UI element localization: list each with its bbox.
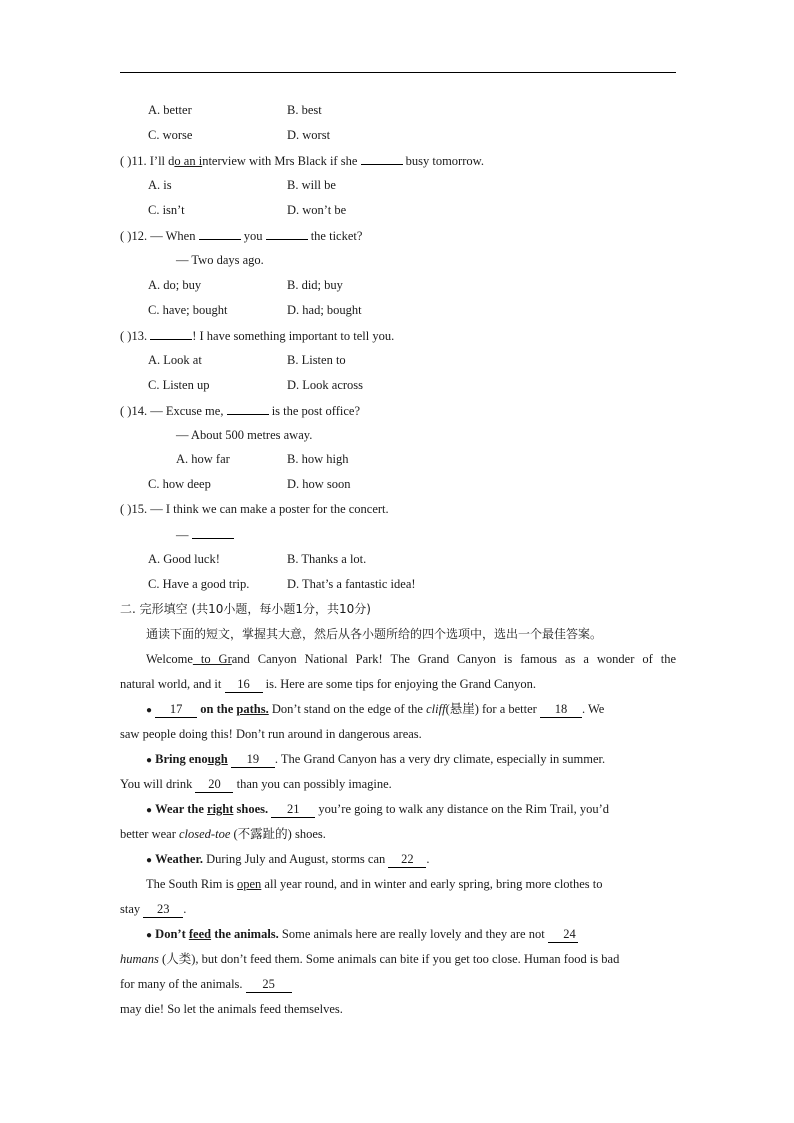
passage-text-italic: humans bbox=[120, 952, 159, 966]
passage-text: Some animals here are really lovely and they are not bbox=[281, 927, 545, 941]
q11-stem bbox=[120, 152, 484, 169]
passage-text: During July and August, storms can bbox=[206, 852, 386, 866]
q12-option-d[interactable]: D. had; bought bbox=[287, 303, 362, 317]
q13-option-a[interactable]: A. Look at bbox=[148, 353, 202, 367]
passage-text: Welcome bbox=[146, 652, 193, 666]
cloze-blank-25[interactable]: 25 bbox=[246, 976, 292, 993]
passage-text: The South Rim is bbox=[146, 877, 234, 891]
section-heading: 二. 完形填空 (共10小题，每小题1分，共10分) bbox=[120, 602, 371, 616]
passage-text: (人类), but don’t feed them. Some animals can bite if you get too close. Human food is bad bbox=[162, 952, 620, 966]
q11-option-b[interactable]: B. will be bbox=[287, 178, 336, 192]
section-instruction: 通读下面的短文，掌握其大意，然后从各小题所给的四个选项中，选出一个最佳答案。 bbox=[146, 627, 603, 641]
answer-paren[interactable]: ( ) bbox=[120, 229, 132, 243]
passage-line-8 bbox=[120, 826, 676, 842]
passage-text: all year round, and in winter and early spring, bring more clothes to bbox=[264, 877, 603, 891]
cloze-blank-23[interactable]: 23 bbox=[143, 901, 183, 918]
question-number: 15. bbox=[131, 502, 148, 516]
q12-option-b[interactable]: B. did; buy bbox=[287, 278, 343, 292]
question-number: 14. bbox=[131, 404, 148, 418]
passage-text: Don’t stand on the edge of the bbox=[271, 702, 423, 716]
passage-line-14 bbox=[120, 976, 676, 993]
passage-line-10 bbox=[146, 876, 676, 892]
q15-option-b[interactable]: B. Thanks a lot. bbox=[287, 552, 367, 566]
passage-text: You will drink bbox=[120, 777, 193, 791]
passage-text-bold: ugh bbox=[207, 752, 228, 766]
passage-text-underlined: to Gr bbox=[192, 652, 232, 666]
cloze-blank-18[interactable]: 18 bbox=[540, 701, 582, 718]
passage-line-7 bbox=[146, 801, 676, 819]
q10-option-d[interactable]: D. worst bbox=[287, 128, 331, 142]
q12-stem bbox=[120, 227, 362, 244]
q12-option-c[interactable]: C. have; bought bbox=[148, 303, 228, 317]
q15-option-d[interactable]: D. That’s a fantastic idea! bbox=[287, 577, 416, 591]
q11-option-d[interactable]: D. won’t be bbox=[287, 203, 347, 217]
question-number: 12. bbox=[131, 229, 148, 243]
cloze-blank-19[interactable]: 19 bbox=[231, 751, 275, 768]
q11-text-mid: nterview with Mrs Black if she bbox=[202, 154, 358, 168]
passage-text: you’re going to walk any distance on the Rim Trail, you’d bbox=[318, 802, 609, 816]
q12-response: — Two days ago. bbox=[176, 253, 264, 267]
passage-text: than you can possibly imagine. bbox=[236, 777, 392, 791]
bullet-icon: ● bbox=[146, 755, 153, 766]
passage-line-11: stay 23 . bbox=[120, 902, 187, 916]
cloze-blank-17[interactable]: 17 bbox=[155, 701, 197, 718]
q14-stem bbox=[120, 402, 360, 419]
passage-text-bold: feed bbox=[188, 927, 212, 941]
passage-text-bold: the animals. bbox=[214, 927, 279, 941]
passage-text-underlined: open bbox=[236, 877, 262, 891]
q14-option-c[interactable]: C. how deep bbox=[148, 477, 211, 491]
passage-text-bold: shoes. bbox=[236, 802, 269, 816]
q10-option-b[interactable]: B. best bbox=[287, 103, 322, 117]
bullet-icon: ● bbox=[146, 930, 153, 941]
passage-text: for many of the animals. bbox=[120, 977, 243, 991]
q12-text-post: the ticket? bbox=[310, 229, 363, 243]
q11-text-underlined: o an i bbox=[174, 154, 203, 168]
q11-option-c[interactable]: C. isn’t bbox=[148, 203, 185, 217]
bullet-icon: ● bbox=[146, 705, 153, 716]
question-number: 13. bbox=[131, 329, 148, 343]
q10-option-c[interactable]: C. worse bbox=[148, 128, 193, 142]
question-number: 11. bbox=[131, 154, 147, 168]
q14-option-d[interactable]: D. how soon bbox=[287, 477, 351, 491]
q15-stem bbox=[120, 501, 389, 517]
q14-text-pre: — Excuse me, bbox=[150, 404, 224, 418]
q11-text-post: busy tomorrow. bbox=[405, 154, 484, 168]
answer-blank[interactable] bbox=[266, 227, 308, 240]
passage-line-2 bbox=[120, 676, 676, 693]
answer-blank[interactable] bbox=[192, 526, 234, 539]
answer-blank[interactable] bbox=[150, 327, 192, 340]
passage-text-bold: on the bbox=[200, 702, 234, 716]
passage-line-5 bbox=[146, 751, 676, 769]
q10-option-a[interactable]: A. better bbox=[148, 103, 192, 117]
cloze-blank-22[interactable]: 22 bbox=[388, 851, 426, 868]
passage-text: natural world, and it bbox=[120, 677, 222, 691]
passage-text: stay bbox=[120, 902, 141, 916]
q13-option-b[interactable]: B. Listen to bbox=[287, 353, 346, 367]
q15-text: — I think we can make a poster for the concert. bbox=[150, 502, 389, 516]
q14-response: — About 500 metres away. bbox=[176, 428, 313, 442]
passage-text: . The Grand Canyon has a very dry climate, especially in summer. bbox=[274, 752, 606, 766]
passage-text: is. Here are some tips for enjoying the Grand Canyon. bbox=[265, 677, 537, 691]
q14-option-a[interactable]: A. how far bbox=[176, 452, 230, 466]
passage-text: better wear bbox=[120, 827, 176, 841]
q11-option-a[interactable]: A. is bbox=[148, 178, 172, 192]
passage-line-9: ● Weather. During July and August, storms can 22 . bbox=[146, 852, 430, 866]
passage-line-1 bbox=[146, 651, 676, 667]
q15-option-a[interactable]: A. Good luck! bbox=[148, 552, 220, 566]
passage-line-13 bbox=[120, 951, 676, 967]
passage-text-bold: Weather. bbox=[155, 852, 203, 866]
cloze-blank-16[interactable]: 16 bbox=[225, 676, 263, 693]
passage-text-bold: Don’t bbox=[155, 927, 186, 941]
answer-paren[interactable]: ( ) bbox=[120, 502, 132, 516]
passage-text-bold: paths. bbox=[236, 702, 269, 716]
q12-text-mid: you bbox=[243, 229, 263, 243]
passage-text: . We bbox=[581, 702, 605, 716]
answer-blank[interactable] bbox=[361, 152, 403, 165]
passage-line-3 bbox=[146, 701, 676, 719]
q13-text-post: ! I have something important to tell you. bbox=[192, 329, 395, 343]
passage-text-bold: right bbox=[207, 802, 234, 816]
q14-text-post: is the post office? bbox=[271, 404, 360, 418]
answer-blank[interactable] bbox=[227, 402, 269, 415]
passage-text-italic: closed-toe bbox=[179, 827, 231, 841]
cloze-blank-21[interactable]: 21 bbox=[271, 801, 315, 818]
q11-text-pre: I’ll d bbox=[149, 154, 175, 168]
cloze-blank-24[interactable]: 24 bbox=[548, 926, 578, 943]
answer-paren[interactable]: ( ) bbox=[120, 404, 132, 418]
passage-text-bold: Bring eno bbox=[155, 752, 208, 766]
header-rule bbox=[120, 72, 676, 73]
answer-blank[interactable] bbox=[199, 227, 241, 240]
q13-stem bbox=[120, 327, 394, 344]
passage-line-4: saw people doing this! Don’t run around in dangerous areas. bbox=[120, 727, 422, 741]
passage-text: (不露趾的) shoes. bbox=[233, 827, 326, 841]
cloze-blank-20[interactable]: 20 bbox=[195, 776, 233, 793]
q15-response bbox=[176, 526, 234, 543]
passage-text-bold: Wear the bbox=[155, 802, 204, 816]
answer-paren[interactable]: ( ) bbox=[120, 154, 132, 168]
q12-text-pre: — When bbox=[150, 229, 196, 243]
bullet-icon: ● bbox=[146, 805, 153, 816]
bullet-icon: ● bbox=[146, 855, 153, 866]
q15-dash: — bbox=[176, 528, 189, 542]
passage-text-italic: cliff bbox=[426, 702, 446, 716]
q15-option-c[interactable]: C. Have a good trip. bbox=[148, 577, 250, 591]
passage-line-6 bbox=[120, 776, 676, 793]
passage-line-15: may die! So let the animals feed themselves. bbox=[120, 1002, 343, 1016]
q13-option-c[interactable]: C. Listen up bbox=[148, 378, 210, 392]
q12-option-a[interactable]: A. do; buy bbox=[148, 278, 202, 292]
q14-option-b[interactable]: B. how high bbox=[287, 452, 349, 466]
passage-line-12 bbox=[146, 926, 676, 944]
passage-text: (悬崖) for a better bbox=[445, 702, 537, 716]
q13-option-d[interactable]: D. Look across bbox=[287, 378, 364, 392]
passage-text: and Canyon National Park! The Grand Canyon is famous as a wonder of the bbox=[231, 652, 676, 666]
answer-paren[interactable]: ( ) bbox=[120, 329, 132, 343]
